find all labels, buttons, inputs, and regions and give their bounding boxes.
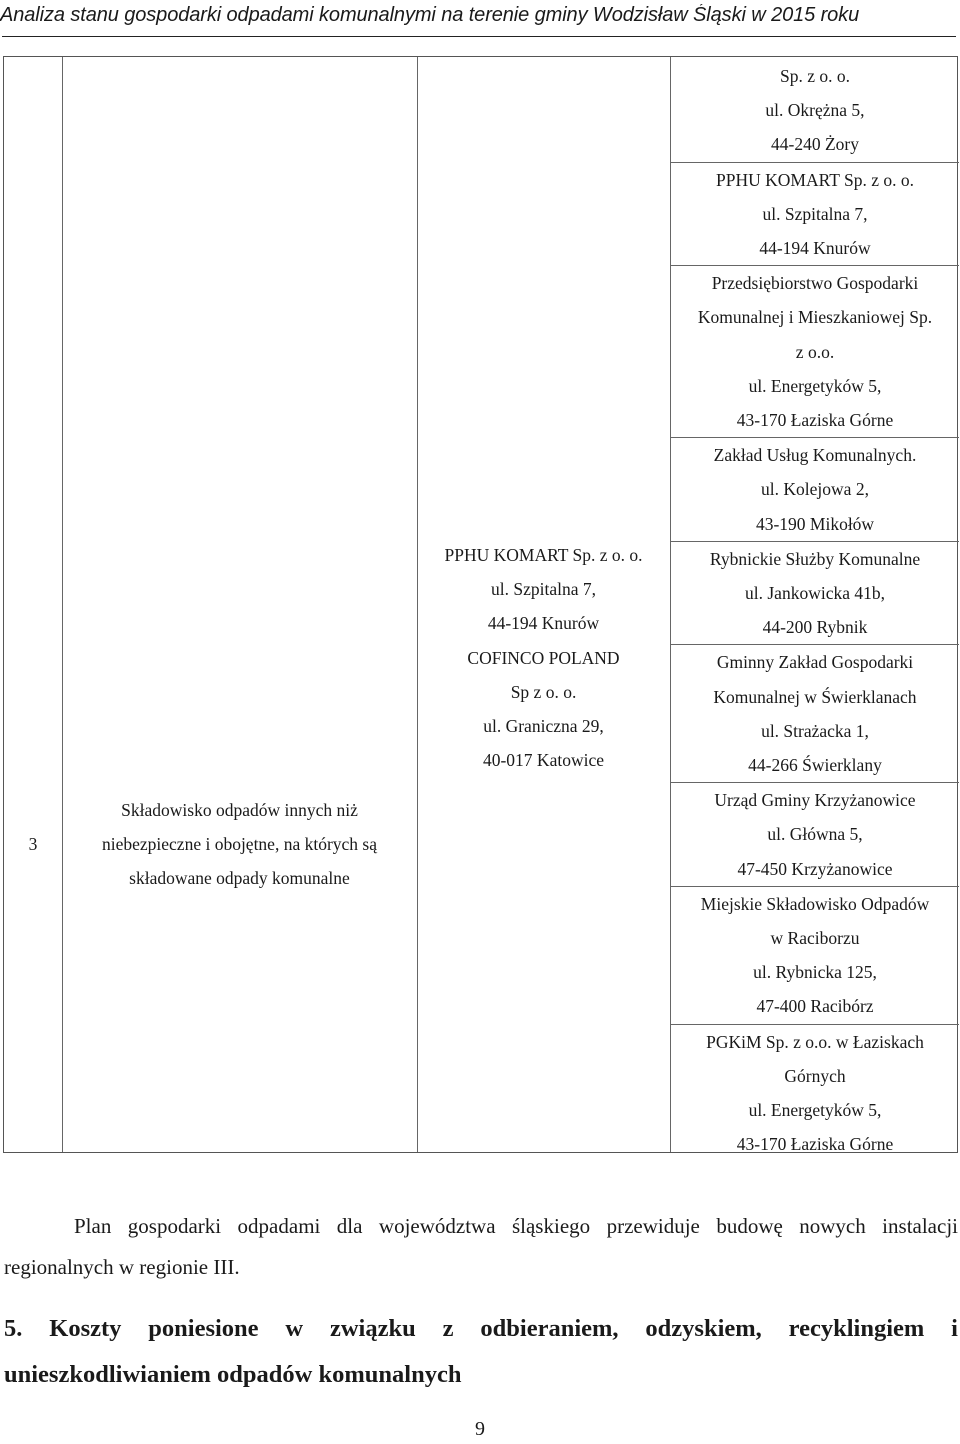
supplier-entry — [671, 163, 959, 267]
supplier-line: ul. Strażacka 1, — [761, 720, 869, 741]
suppliers-cell — [671, 59, 959, 1162]
supplier-line: ul. Główna 5, — [767, 824, 863, 845]
page-number: 9 — [475, 1418, 485, 1440]
supplier-line: Rybnickie Służby Komunalne — [709, 548, 921, 569]
header-divider — [2, 36, 956, 37]
supplier-line: Urząd Gminy Krzyżanowice — [714, 790, 916, 811]
supplier-line: ul. Energetyków 5, — [748, 375, 882, 396]
supplier-entry — [671, 645, 959, 783]
operator-line: PPHU KOMART Sp. z o. o. — [444, 545, 643, 565]
supplier-line: 44-266 Świerklany — [748, 755, 882, 776]
supplier-line: Miejskie Składowisko Odpadów — [700, 893, 930, 914]
supplier-line: Przedsiębiorstwo Gospodarki — [711, 273, 919, 294]
supplier-entry — [671, 266, 959, 438]
supplier-line: ul. Jankowicka 41b, — [745, 583, 885, 604]
supplier-line: Komunalnej w Świerklanach — [713, 686, 917, 707]
body-paragraph-text: Plan gospodarki odpadami dla województwa śląskiego przewiduje budowę nowych instalacji regionalnych w regionie III. — [4, 1214, 958, 1279]
supplier-line: Sp. z o. o. — [780, 66, 850, 86]
supplier-line: 43-170 Łaziska Górne — [736, 410, 894, 431]
installation-type-line: niebezpieczne i obojętne, na których są — [101, 834, 378, 855]
supplier-line: ul. Energetyków 5, — [748, 1100, 882, 1121]
supplier-line: 47-400 Racibórz — [756, 996, 874, 1017]
supplier-entry — [671, 887, 959, 1025]
supplier-line: Komunalnej i Mieszkaniowej Sp. — [697, 307, 933, 328]
running-header-title: Analiza stanu gospodarki odpadami komunalnymi na terenie gminy Wodzisław Śląski w 2015 roku — [0, 4, 860, 26]
supplier-line: Zakład Usług Komunalnych. — [713, 445, 917, 466]
operator-line: ul. Szpitalna 7, — [491, 579, 596, 600]
supplier-line: ul. Szpitalna 7, — [762, 203, 868, 224]
supplier-line: ul. Okrężna 5, — [765, 100, 865, 121]
supplier-line: 44-200 Rybnik — [762, 617, 868, 638]
supplier-line: ul. Kolejowa 2, — [761, 479, 869, 500]
supplier-entry — [671, 438, 959, 542]
operator-entry — [417, 641, 670, 778]
supplier-entry — [671, 783, 959, 887]
operator-line: 44-194 Knurów — [487, 613, 600, 634]
supplier-line: w Raciborzu — [770, 928, 860, 949]
operator-line: COFINCO POLAND — [467, 647, 620, 668]
supplier-entry — [671, 542, 959, 646]
column-divider — [62, 57, 63, 1152]
supplier-line: Gminny Zakład Gospodarki — [716, 652, 914, 673]
row-number-cell: 3 — [28, 834, 38, 854]
section-heading: 5. Koszty poniesione w związku z odbieraniem, odzyskiem, recyklingiem i unieszkodliwianiem odpadów komunalnych — [4, 1315, 958, 1388]
installation-type-line: składowane odpady komunalne — [129, 868, 350, 889]
installation-type-cell — [62, 793, 417, 896]
operator-line: ul. Graniczna 29, — [483, 716, 604, 737]
operator-line: 40-017 Katowice — [482, 750, 604, 771]
supplier-line: PGKiM Sp. z o.o. w Łaziskach — [706, 1031, 924, 1052]
supplier-entry — [671, 59, 959, 163]
operator-entry — [417, 538, 670, 641]
supplier-line: 47-450 Krzyżanowice — [737, 858, 893, 879]
installation-type-line: Składowisko odpadów innych niż — [121, 800, 358, 820]
supplier-line: 44-240 Żory — [771, 134, 859, 155]
supplier-line: ul. Rybnicka 125, — [753, 962, 877, 983]
body-paragraph — [4, 1206, 958, 1288]
supplier-line: 43-190 Mikołów — [755, 513, 875, 534]
operator-line: Sp z o. o. — [510, 681, 577, 702]
installations-table — [3, 56, 958, 1153]
supplier-line: 44-194 Knurów — [759, 238, 871, 259]
operators-cell — [417, 538, 670, 777]
supplier-line: PPHU KOMART Sp. z o. o. — [716, 169, 914, 190]
supplier-line: Górnych — [784, 1065, 846, 1086]
supplier-line: 43-170 Łaziska Górne — [736, 1134, 894, 1155]
supplier-entry — [671, 1025, 959, 1162]
supplier-line: z o.o. — [795, 341, 835, 362]
